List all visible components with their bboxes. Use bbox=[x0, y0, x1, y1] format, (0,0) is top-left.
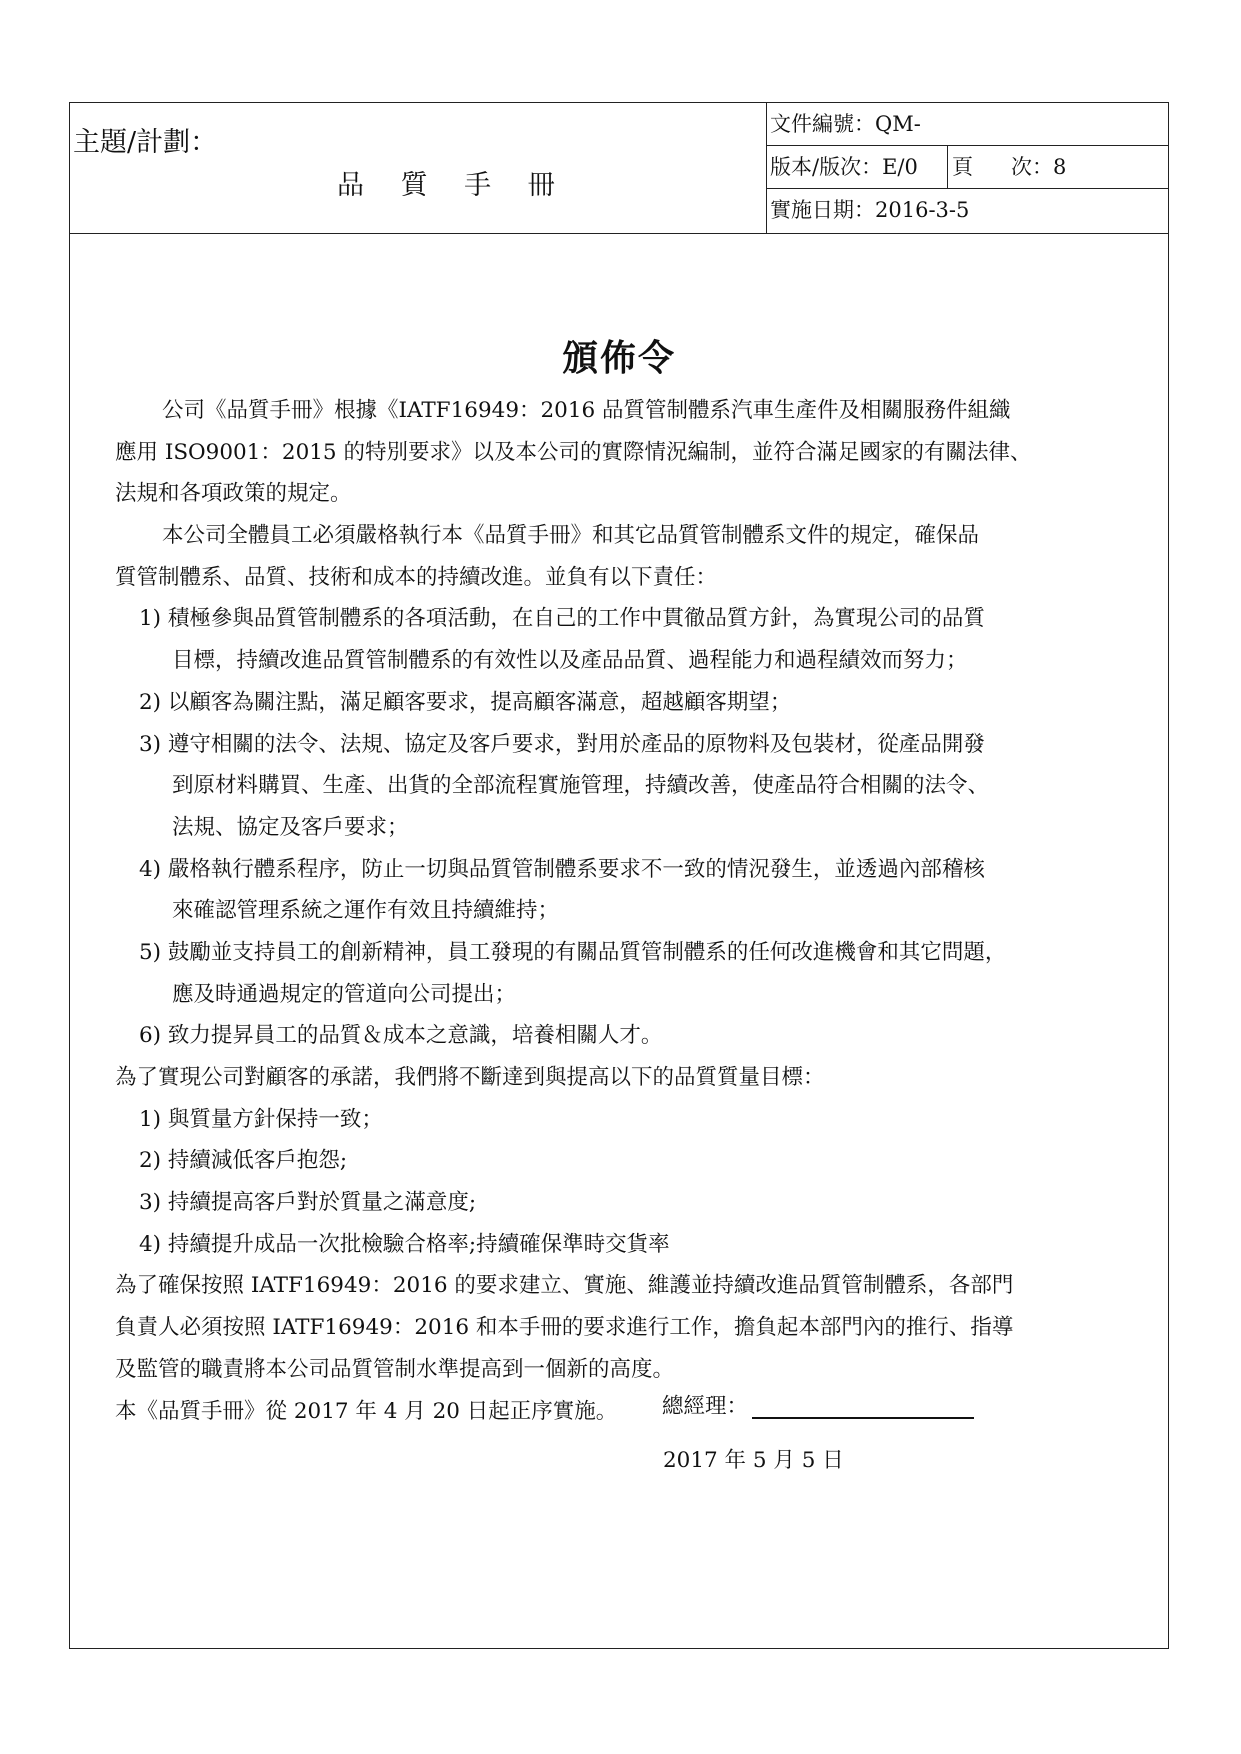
version-row bbox=[767, 146, 1168, 189]
document-frame bbox=[69, 102, 1169, 1649]
doc-number: 文件編號：QM- bbox=[770, 112, 921, 136]
decree-content bbox=[115, 390, 1135, 1432]
list-item: 4) 持續提升成品一次批檢驗合格率;持續確保準時交貨率 bbox=[139, 1231, 670, 1257]
list-item: 1) 與質量方針保持一致； bbox=[139, 1106, 383, 1132]
manual-title: 品 質 手 冊 bbox=[337, 170, 569, 201]
decree-title: 頒佈令 bbox=[561, 337, 676, 379]
subject-label: 主題/計劃： bbox=[73, 127, 218, 158]
signature-block bbox=[662, 1389, 974, 1420]
list-item: 2) 持續減低客戶抱怨; bbox=[139, 1148, 348, 1174]
list-item: 4) 嚴格執行體系程序，防止一切與品質管制體系要求不一致的情況發生，並透過內部稽核 bbox=[139, 856, 985, 882]
paragraph-line: 質管制體系、品質、技術和成本的持續改進。並負有以下責任： bbox=[115, 564, 718, 590]
signature-line bbox=[752, 1393, 974, 1419]
paragraph-line: 負責人必須按照 IATF16949：2016 和本手冊的要求進行工作，擔負起本部門內的推行、指導 bbox=[115, 1315, 1014, 1341]
paragraph-line: 應用 ISO9001：2015 的特別要求》以及本公司的實際情況編制，並符合滿足國家的有關法律、 bbox=[115, 439, 1032, 465]
document-header bbox=[70, 103, 1168, 234]
list-item: 5) 鼓勵並支持員工的創新精神，員工發現的有關品質管制體系的任何改進機會和其它問題， bbox=[139, 939, 1007, 965]
list-item-continued: 法規、協定及客戶要求； bbox=[172, 814, 409, 840]
paragraph-line: 本公司全體員工必須嚴格執行本《品質手冊》和其它品質管制體系文件的規定，確保品 bbox=[162, 523, 980, 549]
paragraph-line: 及監管的職責將本公司品質管制水準提高到一個新的高度。 bbox=[115, 1356, 675, 1382]
signature-label: 總經理： bbox=[662, 1394, 749, 1419]
list-item-continued: 到原材料購買、生產、出貨的全部流程實施管理，持續改善，使產品符合相關的法令、 bbox=[172, 773, 990, 799]
doc-number-row bbox=[767, 103, 1168, 146]
page-cell bbox=[947, 146, 1112, 188]
subject-cell bbox=[70, 103, 767, 233]
list-item: 3) 持續提高客戶對於質量之滿意度; bbox=[139, 1190, 477, 1216]
list-item: 6) 致力提昇員工的品質＆成本之意識，培養相關人才。 bbox=[139, 1023, 663, 1049]
paragraph-line: 公司《品質手冊》根據《IATF16949：2016 品質管制體系汽車生產件及相關服務件組織 bbox=[162, 398, 1011, 423]
version: 版本/版次：E/0 bbox=[770, 155, 918, 179]
paragraph-line: 為了確保按照 IATF16949：2016 的要求建立、實施、維護並持續改進品質管制體系，各部門 bbox=[115, 1273, 1014, 1299]
list-item-continued: 目標，持續改進品質管制體系的有效性以及產品品質、過程能力和過程績效而努力； bbox=[172, 648, 968, 674]
list-item: 2) 以顧客為關注點，滿足顧客要求，提高顧客滿意，超越顧客期望； bbox=[139, 689, 792, 715]
document-info bbox=[767, 103, 1168, 233]
paragraph-line: 本《品質手冊》從 2017 年 4 月 20 日起正序實施。 bbox=[115, 1398, 618, 1424]
effective-date: 實施日期：2016-3-5 bbox=[770, 198, 970, 222]
document-body bbox=[70, 234, 1168, 1648]
paragraph-line: 法規和各項政策的規定。 bbox=[115, 481, 352, 507]
list-item-continued: 應及時通過規定的管道向公司提出； bbox=[172, 981, 517, 1007]
list-item-continued: 來確認管理系統之運作有效且持續維持； bbox=[172, 898, 560, 924]
paragraph-line: 為了實現公司對顧客的承諾，我們將不斷達到與提高以下的品質質量目標： bbox=[115, 1065, 825, 1090]
list-item: 3) 遵守相關的法令、法規、協定及客戶要求，對用於產品的原物料及包裝材，從產品開發 bbox=[139, 731, 985, 757]
page-label: 頁 bbox=[952, 155, 973, 179]
effective-date-row bbox=[767, 189, 1168, 232]
page-value: 次：8 bbox=[1011, 155, 1067, 179]
signature-date: 2017 年 5 月 5 日 bbox=[663, 1448, 844, 1473]
list-item: 1) 積極參與品質管制體系的各項活動，在自己的工作中貫徹品質方針，為實現公司的品質 bbox=[139, 606, 985, 632]
